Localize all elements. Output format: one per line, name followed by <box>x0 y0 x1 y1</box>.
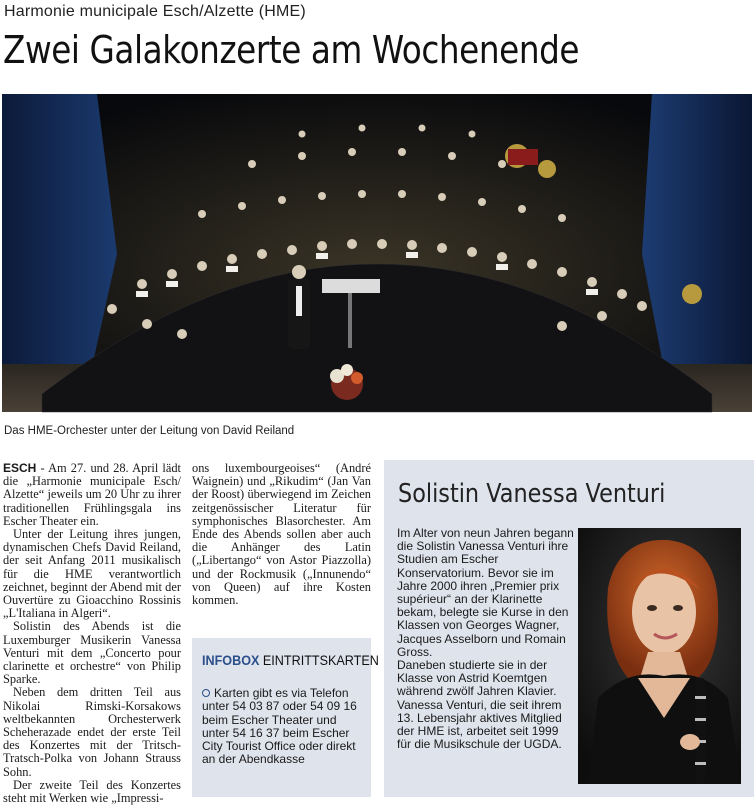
bullet-circle-icon <box>202 689 210 697</box>
soloist-portrait <box>578 528 741 784</box>
article-paragraph: Unter der Leitung ihres jungen, dynamischen Chefs David Reiland, der seit Anfang 2011 musikalisch für die HME verantwortlich zeichnet, beginnt der Abend mit der Ouvertüre zu Gioacchino Rossinis „L'Italiana in Algeri“. <box>3 527 181 621</box>
infobox-heading: EINTRITTSKARTEN <box>262 652 379 668</box>
soloist-paragraph: Daneben studierte sie in der Klasse von Astrid Koemtgen während zwölf Jahren Klavier. <box>397 658 557 699</box>
soloist-box <box>384 460 754 797</box>
dateline: ESCH <box>3 461 37 475</box>
kicker: Harmonie municipale Esch/Alzette (HME) <box>4 3 306 20</box>
article-paragraph: Solistin des Abends ist die Luxemburger Musikerin Vanessa Venturi mit dem „Concerto pour clarinette et orchestre“ von Philip Sparke. <box>3 619 181 687</box>
article-paragraph: ons luxembourgeoises“ (André Waignein) und „Rikudim“ (Jan Van der Roost) überwiegend im Zeichen zeitgenössischer Literatur für symphonisches Blasorchester. Am Ende des Abends sollen aber auch die Anhänger des Latin („Libertango“ von Astor Piazzolla) und der Rockmusik („Innunendo“ von Queen) auf ihre Kosten kommen. <box>192 461 371 608</box>
article-column-2 <box>192 462 371 637</box>
soloist-paragraph: Vanessa Venturi, die seit ihrem 13. Lebensjahr aktives Mitglied der HME ist, arbeitet seit 1999 für die Musikschule der UGDA. <box>397 697 562 752</box>
article-paragraph: Neben dem dritten Teil aus Nikolai Rimski-Korsakows weltbekannten Orchesterwerk Scheherazade endet der erste Teil des Konzertes mit der Tritsch-Tratsch-Polka von Johann Strauss Sohn. <box>3 685 181 779</box>
infobox-title <box>202 652 379 668</box>
article-column-1 <box>3 461 181 805</box>
infobox <box>192 638 379 797</box>
photo-caption: Das HME-Orchester unter der Leitung von David Reiland <box>4 425 295 437</box>
article-paragraph: ESCH - Am 27. und 28. April lädt die „Harmonie municipale Esch/ Alzette“ jeweils um 20 Uhr zu ihrer traditionellen Frühlingsgala ins Escher Theater ein. <box>3 461 181 528</box>
soloist-box-text <box>397 527 575 751</box>
infobox-tag: INFOBOX <box>202 652 260 668</box>
infobox-text: Karten gibt es via Telefon unter 54 03 87 oder 54 09 16 beim Escher Theater und unter 54 16 37 beim Escher City Tourist Office oder direkt an der Abendkasse <box>202 686 357 767</box>
soloist-box-title: Solistin Vanessa Venturi <box>398 479 666 509</box>
soloist-paragraph: Im Alter von neun Jahren begann die Solistin Vanessa Venturi ihre Studien am Escher Konservatorium. Bevor sie im Jahre 2000 ihren „Premier prix supérieur“ an der Klarinette bekam, belegte sie Kurse in den Klassen von Georges Wagner, Jacques Asselborn und Romain Gross. <box>397 526 574 659</box>
article-paragraph: Der zweite Teil des Konzertes steht mit Werken wie „Impressi- <box>3 777 181 805</box>
orchestra-photo <box>2 94 752 412</box>
headline: Zwei Galakonzerte am Wochenende <box>3 28 580 72</box>
